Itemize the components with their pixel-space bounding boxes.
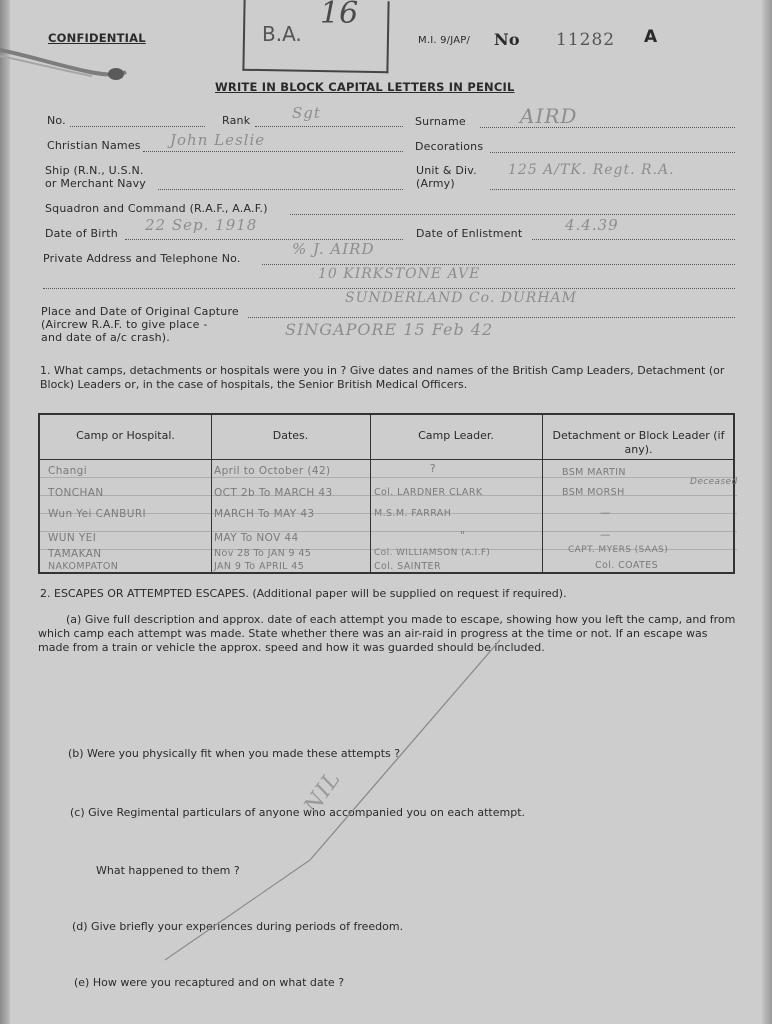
table-header-detachment: Detachment or Block Leader (if any). [552, 429, 725, 456]
serial-number: 11282 [556, 30, 616, 50]
table-header-camp: Camp or Hospital. [76, 429, 175, 442]
table-cell: M.S.M. FARRAH [374, 508, 452, 519]
field-enlistment-value: 4.4.39 [565, 216, 619, 234]
field-address-line1 [262, 264, 735, 265]
field-christian-label: Christian Names [47, 139, 141, 152]
field-ship-line [158, 189, 403, 190]
table-cell: Col. COATES [595, 560, 659, 571]
page-edge-right [762, 0, 772, 1024]
table-ruling [40, 477, 737, 478]
table-header-dates: Dates. [272, 429, 309, 442]
table-header-divider [40, 459, 733, 460]
field-unit-value: 125 A/TK. Regt. R.A. [508, 162, 675, 178]
table-cell: TAMAKAN [48, 548, 102, 560]
field-capture-line [248, 317, 735, 318]
section1-question: 1. What camps, detachments or hospitals were you in ? Give dates and names of the British Camp Leaders, Detachment (or Block) Leaders or, in the case of hospitals, the Senior British Medical Officers. [40, 364, 725, 391]
field-capture-label-line3: and date of a/c crash). [41, 331, 170, 344]
treasury-tag-string [0, 42, 128, 82]
field-decorations-label: Decorations [415, 140, 484, 153]
table-cell: JAN 9 To APRIL 45 [214, 561, 305, 572]
table-header-leader: Camp Leader. [418, 429, 494, 442]
nil-annotation: NIL [299, 766, 347, 819]
field-address-value2: 10 KIRKSTONE AVE [318, 266, 481, 282]
field-capture-value: SINGAPORE 15 Feb 42 [285, 320, 494, 339]
field-rank-line [255, 126, 403, 127]
table-ruling [40, 531, 737, 532]
field-no-line [70, 126, 205, 127]
camps-table [38, 413, 738, 574]
field-enlistment-label: Date of Enlistment [416, 227, 523, 240]
field-address-label: Private Address and Telephone No. [43, 252, 241, 265]
field-unit-line [490, 189, 735, 190]
field-ship-label [45, 164, 146, 190]
table-cell: Col. LARDNER CLARK [374, 487, 483, 498]
field-dob-label: Date of Birth [45, 227, 118, 240]
field-capture-label-line1: Place and Date of Original Capture [41, 305, 239, 318]
table-cell: Changi [48, 465, 88, 477]
table-cell: BSM MARTIN [562, 467, 626, 478]
table-cell: April to October (42) [214, 465, 331, 477]
section2-question-b: (b) Were you physically fit when you made these attempts ? [68, 747, 401, 760]
table-cell: — [600, 529, 611, 541]
table-cell: Col. SAINTER [374, 561, 441, 572]
section2-question-a: (a) Give full description and approx. date of each attempt you made to escape, showing how you left the camp, and from which camp each attempt was made. State whether there was an air-raid in progress at the time or not. If an escape was made from a train or vehicle the approx. speed and how it was guarded should be included. [38, 613, 736, 654]
page-edge-left [0, 0, 10, 1024]
section2-question-c-followup: What happened to them ? [96, 864, 240, 877]
table-cell: ? [430, 463, 436, 475]
field-surname-label: Surname [415, 115, 466, 128]
table-margin-note: Deceased [690, 477, 738, 487]
no-label: No [494, 30, 520, 49]
table-cell: " [460, 530, 466, 542]
ba-stamp-text: B.A. [262, 22, 302, 46]
field-dob-value: 22 Sep. 1918 [145, 216, 258, 234]
table-cell: WUN YEI [48, 532, 97, 544]
table-cell: TONCHAN [48, 487, 104, 499]
table-cell: MAY To NOV 44 [214, 532, 299, 544]
table-cell: Col. WILLIAMSON (A.I.F) [374, 548, 491, 558]
field-christian-line [143, 151, 403, 152]
field-christian-value: John Leslie [170, 131, 266, 149]
table-cell: OCT 2b To MARCH 43 [214, 487, 333, 499]
stamp-number: 16 [320, 0, 359, 31]
field-unit-label-line2: (Army) [416, 177, 455, 190]
field-squadron-line [290, 214, 735, 215]
series-letter: A [644, 27, 658, 47]
field-address-value3: SUNDERLAND Co. DURHAM [345, 290, 577, 306]
field-rank-value: Sgt [292, 104, 321, 122]
field-ship-label-line2: or Merchant Navy [45, 177, 147, 190]
field-squadron-label: Squadron and Command (R.A.F., A.A.F.) [45, 202, 268, 215]
section2-question-d: (d) Give briefly your experiences during periods of freedom. [72, 920, 404, 933]
section2-heading: 2. ESCAPES OR ATTEMPTED ESCAPES. (Additional paper will be supplied on request if required). [40, 587, 567, 600]
confidential-label: CONFIDENTIAL [48, 31, 146, 45]
field-unit-label [416, 164, 477, 190]
table-cell: MARCH To MAY 43 [214, 508, 315, 520]
field-address-value1: % J. AIRD [292, 240, 375, 258]
field-address-line2 [43, 288, 735, 289]
field-no-label: No. [47, 114, 66, 127]
table-cell: NAKOMPATON [48, 561, 119, 572]
table-cell: — [600, 507, 611, 519]
table-cell: Nov 28 To JAN 9 45 [214, 548, 312, 559]
field-surname-value: AIRD [520, 104, 578, 128]
form-reference: M.I. 9/JAP/ [418, 35, 471, 46]
table-cell: CAPT. MYERS (SAAS) [568, 545, 669, 555]
section2-question-c: (c) Give Regimental particulars of anyone who accompanied you on each attempt. [70, 806, 526, 819]
instruction-heading: WRITE IN BLOCK CAPITAL LETTERS IN PENCIL [215, 80, 515, 94]
field-ship-label-line1: Ship (R.N., U.S.N. [45, 164, 144, 177]
field-capture-label-line2: (Aircrew R.A.F. to give place - [41, 318, 208, 331]
field-decorations-line [490, 152, 735, 153]
field-surname-line [480, 127, 735, 128]
field-rank-label: Rank [222, 114, 251, 127]
table-cell: Wun Yei CANBURI [48, 508, 147, 520]
section2-question-e: (e) How were you recaptured and on what date ? [74, 976, 345, 989]
table-cell: BSM MORSH [562, 487, 625, 498]
field-enlistment-line [532, 239, 735, 240]
field-capture-label [41, 305, 239, 344]
field-unit-label-line1: Unit & Div. [416, 164, 477, 177]
